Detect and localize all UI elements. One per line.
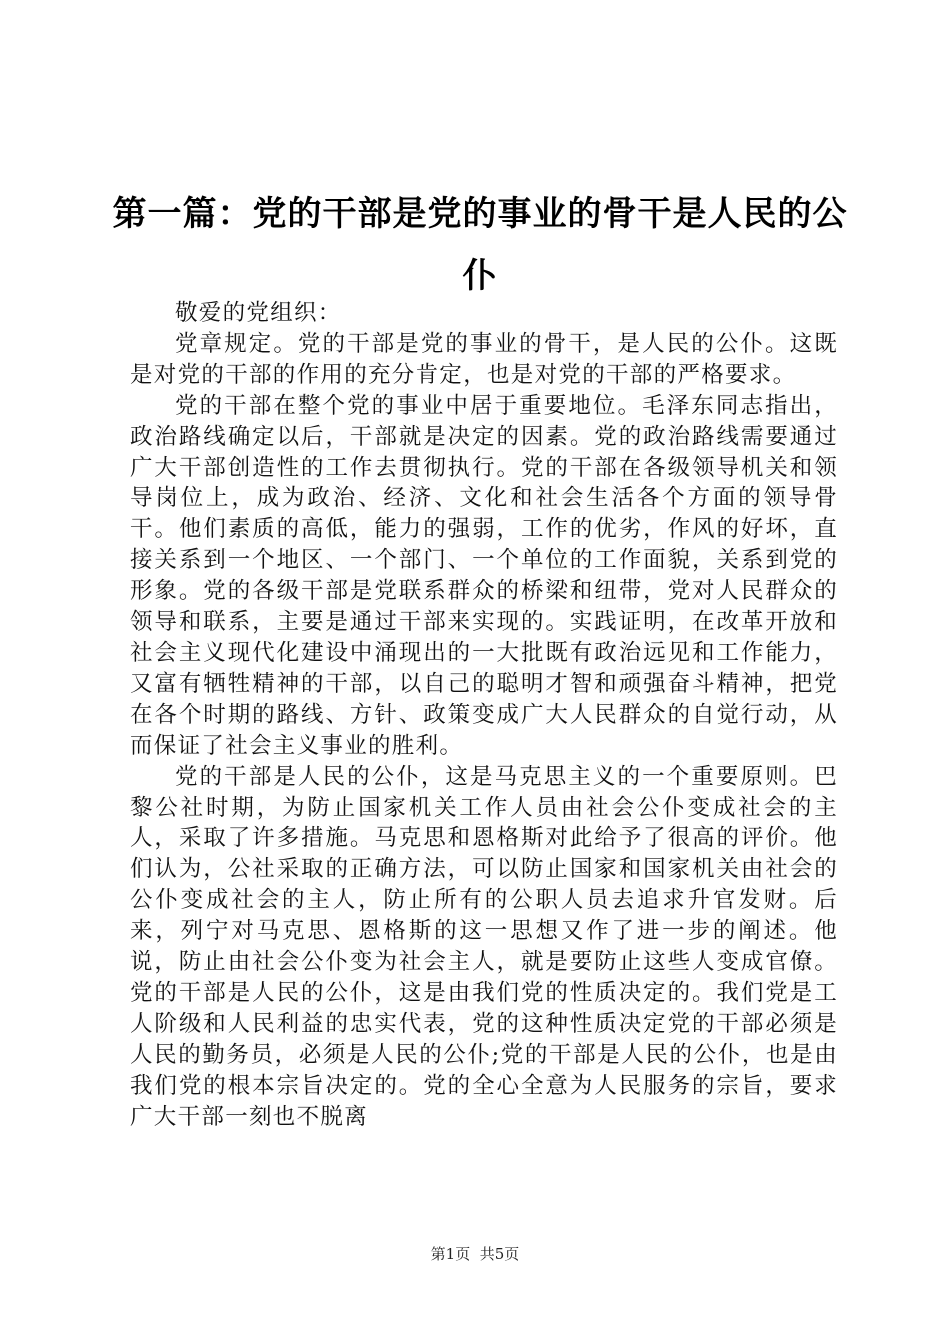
page-footer: [0, 1243, 950, 1264]
salutation: 敬爱的党组织：: [175, 300, 342, 326]
paragraph-3: 党的干部是人民的公仆，这是马克思主义的一个重要原则。巴黎公社时期，为防止国家机关工作人员由社会公仆变成社会的主人，采取了许多措施。马克思和恩格斯对此给予了很高的评价。他们认为，公社采取的正确方法，可以防止国家和国家机关由社会的公仆变成社会的主人，防止所有的公职人员去追求升官发财。后来，列宁对马克思、恩格斯的这一思想又作了进一步的阐述。他说，防止由社会公仆变为社会主人，就是要防止这些人变成官僚。党的干部是人民的公仆，这是由我们党的性质决定的。我们党是工人阶级和人民利益的忠实代表，党的这种性质决定党的干部必须是人民的勤务员，必须是人民的公仆;党的干部是人民的公仆，也是由我们党的根本宗旨决定的。党的全心全意为人民服务的宗旨，要求广大干部一刻也不脱离: [130, 763, 838, 1130]
paragraph-1: 党章规定。党的干部是党的事业的骨干，是人民的公仆。这既是对党的干部的作用的充分肯定，也是对党的干部的严格要求。: [130, 330, 838, 388]
page-number: 第1页: [430, 1245, 471, 1263]
paragraph-2: 党的干部在整个党的事业中居于重要地位。毛泽东同志指出，政治路线确定以后，干部就是决定的因素。党的政治路线需要通过广大干部创造性的工作去贯彻执行。党的干部在各级领导机关和领导岗位上，成为政治、经济、文化和社会生活各个方面的领导骨干。他们素质的高低，能力的强弱，工作的优劣，作风的好坏，直接关系到一个地区、一个部门、一个单位的工作面貌，关系到党的形象。党的各级干部是党联系群众的桥梁和纽带，党对人民群众的领导和联系，主要是通过干部来实现的。实践证明，在改革开放和社会主义现代化建设中涌现出的一大批既有政治远见和工作能力，又富有牺牲精神的干部，以自己的聪明才智和顽强奋斗精神，把党在各个时期的路线、方针、政策变成广大人民群众的自觉行动，从而保证了社会主义事业的胜利。: [130, 392, 838, 759]
document-title: 第一篇：党的干部是党的事业的骨干是人民的公仆: [112, 194, 848, 296]
page-total: 共5页: [479, 1245, 520, 1263]
document-body: [130, 298, 838, 1132]
